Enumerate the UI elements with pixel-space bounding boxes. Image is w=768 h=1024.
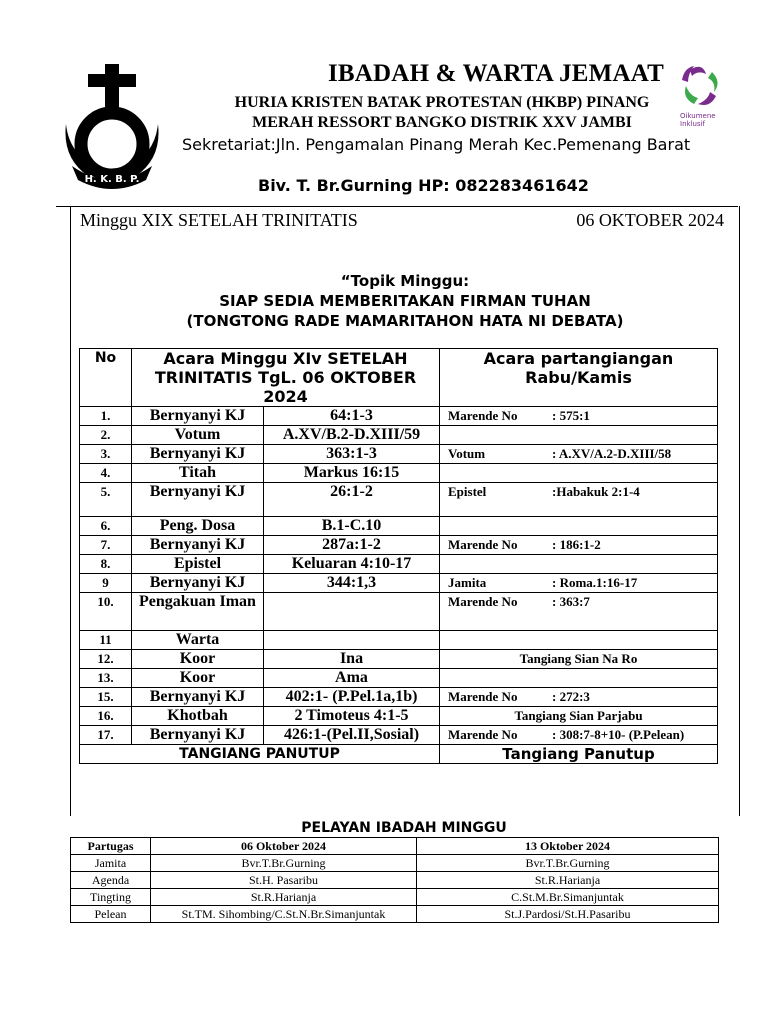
row-activity: Koor [132, 669, 264, 688]
row-activity: Bernyanyi KJ [132, 445, 264, 464]
row-activity: Bernyanyi KJ [132, 726, 264, 745]
servants-row [71, 855, 719, 872]
row-wednesday-item [440, 555, 718, 574]
servants-row [71, 889, 719, 906]
row-wednesday-item [440, 426, 718, 445]
liturgy-table [79, 348, 718, 764]
servants-title: PELAYAN IBADAH MINGGU [301, 820, 507, 836]
wednesday-value: : 308:7-8+10- (P.Pelean) [552, 727, 685, 742]
svg-text:Oikumene: Oikumene [680, 112, 716, 120]
row-wednesday-item [440, 483, 718, 517]
wednesday-label: Marende No [448, 727, 518, 742]
organization-name [182, 93, 702, 133]
row-reference: 64:1-3 [264, 407, 440, 426]
pastor-contact: Biv. T. Br.Gurning HP: 082283461642 [258, 176, 589, 195]
topic-subtitle: (TONGTONG RADE MAMARITAHON HATA NI DEBATA) [186, 312, 624, 330]
wednesday-value: :Habakuk 2:1-4 [552, 484, 640, 499]
row-activity: Bernyanyi KJ [132, 483, 264, 517]
row-activity: Warta [132, 631, 264, 650]
row-reference: 26:1-2 [264, 483, 440, 517]
table-row [80, 650, 718, 669]
servant-role: Tingting [71, 889, 151, 906]
row-reference: B.1-C.10 [264, 517, 440, 536]
row-reference [264, 593, 440, 631]
row-reference: A.XV/B.2-D.XIII/59 [264, 426, 440, 445]
topic-label: “Topik Minggu: [340, 272, 470, 290]
row-reference: Keluaran 4:10-17 [264, 555, 440, 574]
service-date: 06 OKTOBER 2024 [576, 210, 724, 230]
table-row [80, 593, 718, 631]
table-row [80, 688, 718, 707]
row-number: 4. [80, 464, 132, 483]
wednesday-value: : 186:1-2 [552, 537, 601, 552]
wednesday-value: : 272:3 [552, 689, 590, 704]
closing-row [80, 745, 718, 764]
row-number: 3. [80, 445, 132, 464]
row-reference: 287a:1-2 [264, 536, 440, 555]
table-row [80, 426, 718, 445]
wednesday-value: : Roma.1:16-17 [552, 575, 638, 590]
closing-prayer-sunday: TANGIANG PANUTUP [80, 745, 440, 764]
wednesday-label: Marende No [448, 408, 518, 423]
row-activity: Peng. Dosa [132, 517, 264, 536]
row-reference: 363:1-3 [264, 445, 440, 464]
wednesday-value: : 363:7 [552, 594, 590, 609]
row-wednesday-item: Tangiang Sian Parjabu [440, 707, 718, 726]
row-activity: Bernyanyi KJ [132, 536, 264, 555]
row-activity: Bernyanyi KJ [132, 407, 264, 426]
table-row [80, 555, 718, 574]
row-wednesday-item [440, 574, 718, 593]
wednesday-label: Votum [448, 446, 486, 461]
row-number: 8. [80, 555, 132, 574]
row-number: 7. [80, 536, 132, 555]
servant-role: Pelean [71, 906, 151, 923]
servant-name: St.R.Harianja [151, 889, 417, 906]
header-no: No [80, 349, 132, 407]
secretariat-address: Sekretariat:Jln. Pengamalan Pinang Merah Kec.Pemenang Barat [182, 135, 691, 154]
row-reference: 2 Timoteus 4:1-5 [264, 707, 440, 726]
row-number: 13. [80, 669, 132, 688]
row-number: 1. [80, 407, 132, 426]
table-row [80, 483, 718, 517]
row-reference: Ama [264, 669, 440, 688]
wednesday-label: Marende No [448, 594, 518, 609]
org-line-1: HURIA KRISTEN BATAK PROTESTAN (HKBP) PINANG [234, 94, 650, 111]
wednesday-value: : 575:1 [552, 408, 590, 423]
row-number: 10. [80, 593, 132, 631]
servants-header-row [71, 838, 719, 855]
wednesday-label: Marende No [448, 537, 518, 552]
row-number: 9 [80, 574, 132, 593]
svg-text:H. K. B. P.: H. K. B. P. [84, 174, 140, 185]
servant-name: St.TM. Sihombing/C.St.N.Br.Simanjuntak [151, 906, 417, 923]
servants-header-cell: Partugas [71, 838, 151, 855]
topic-title: SIAP SEDIA MEMBERITAKAN FIRMAN TUHAN [219, 292, 591, 310]
table-row [80, 464, 718, 483]
row-activity: Titah [132, 464, 264, 483]
row-activity: Koor [132, 650, 264, 669]
hkbp-logo [58, 62, 168, 192]
servant-role: Jamita [71, 855, 151, 872]
table-header-row [80, 349, 718, 407]
row-wednesday-item [440, 517, 718, 536]
table-row [80, 445, 718, 464]
row-wednesday-item [440, 631, 718, 650]
row-number: 5. [80, 483, 132, 517]
row-number: 15. [80, 688, 132, 707]
row-wednesday-item [440, 669, 718, 688]
row-wednesday-item: Tangiang Sian Na Ro [440, 650, 718, 669]
row-number: 12. [80, 650, 132, 669]
wednesday-label: Epistel [448, 484, 487, 499]
row-wednesday-item [440, 445, 718, 464]
row-activity: Votum [132, 426, 264, 445]
table-row [80, 536, 718, 555]
row-wednesday-item [440, 688, 718, 707]
svg-text:Inklusif: Inklusif [680, 120, 705, 128]
table-row [80, 707, 718, 726]
servants-table [70, 837, 719, 923]
org-line-2: MERAH RESSORT BANGKO DISTRIK XXV JAMBI [252, 114, 632, 131]
wednesday-label: Marende No [448, 689, 518, 704]
row-reference: 344:1,3 [264, 574, 440, 593]
row-reference [264, 631, 440, 650]
row-activity: Epistel [132, 555, 264, 574]
table-row [80, 517, 718, 536]
servant-role: Agenda [71, 872, 151, 889]
servant-name: Bvr.T.Br.Gurning [151, 855, 417, 872]
table-row [80, 407, 718, 426]
closing-prayer-wednesday: Tangiang Panutup [440, 745, 718, 764]
row-number: 2. [80, 426, 132, 445]
servant-name: Bvr.T.Br.Gurning [417, 855, 719, 872]
row-reference: 426:1-(Pel.II,Sosial) [264, 726, 440, 745]
table-row [80, 669, 718, 688]
row-number: 11 [80, 631, 132, 650]
table-row [80, 574, 718, 593]
servants-header-cell: 06 Oktober 2024 [151, 838, 417, 855]
topic [110, 271, 700, 331]
header-sunday-program: Acara Minggu XIv SETELAH TRINITATIS TgL. 06 OKTOBER 2024 [132, 349, 440, 407]
servant-name: St.J.Pardosi/St.H.Pasaribu [417, 906, 719, 923]
servant-name: C.St.M.Br.Simanjuntak [417, 889, 719, 906]
row-activity: Bernyanyi KJ [132, 688, 264, 707]
row-reference: Markus 16:15 [264, 464, 440, 483]
row-wednesday-item [440, 593, 718, 631]
table-row [80, 631, 718, 650]
row-activity: Khotbah [132, 707, 264, 726]
row-reference: 402:1- (P.Pel.1a,1b) [264, 688, 440, 707]
row-wednesday-item [440, 726, 718, 745]
servant-name: St.R.Harianja [417, 872, 719, 889]
row-activity: Pengakuan Iman [132, 593, 264, 631]
table-row [80, 726, 718, 745]
row-wednesday-item [440, 407, 718, 426]
header-wednesday-program: Acara partangiangan Rabu/Kamis [440, 349, 718, 407]
row-reference: Ina [264, 650, 440, 669]
page-title: IBADAH & WARTA JEMAAT [328, 60, 664, 87]
wednesday-value: : A.XV/A.2-D.XIII/58 [552, 446, 672, 461]
row-number: 17. [80, 726, 132, 745]
row-activity: Bernyanyi KJ [132, 574, 264, 593]
servants-row [71, 872, 719, 889]
row-number: 6. [80, 517, 132, 536]
servant-name: St.H. Pasaribu [151, 872, 417, 889]
row-wednesday-item [440, 464, 718, 483]
servants-header-cell: 13 Oktober 2024 [417, 838, 719, 855]
sunday-name: Minggu XIX SETELAH TRINITATIS [80, 210, 358, 230]
row-wednesday-item [440, 536, 718, 555]
wednesday-label: Jamita [448, 575, 487, 590]
row-number: 16. [80, 707, 132, 726]
servants-row [71, 906, 719, 923]
